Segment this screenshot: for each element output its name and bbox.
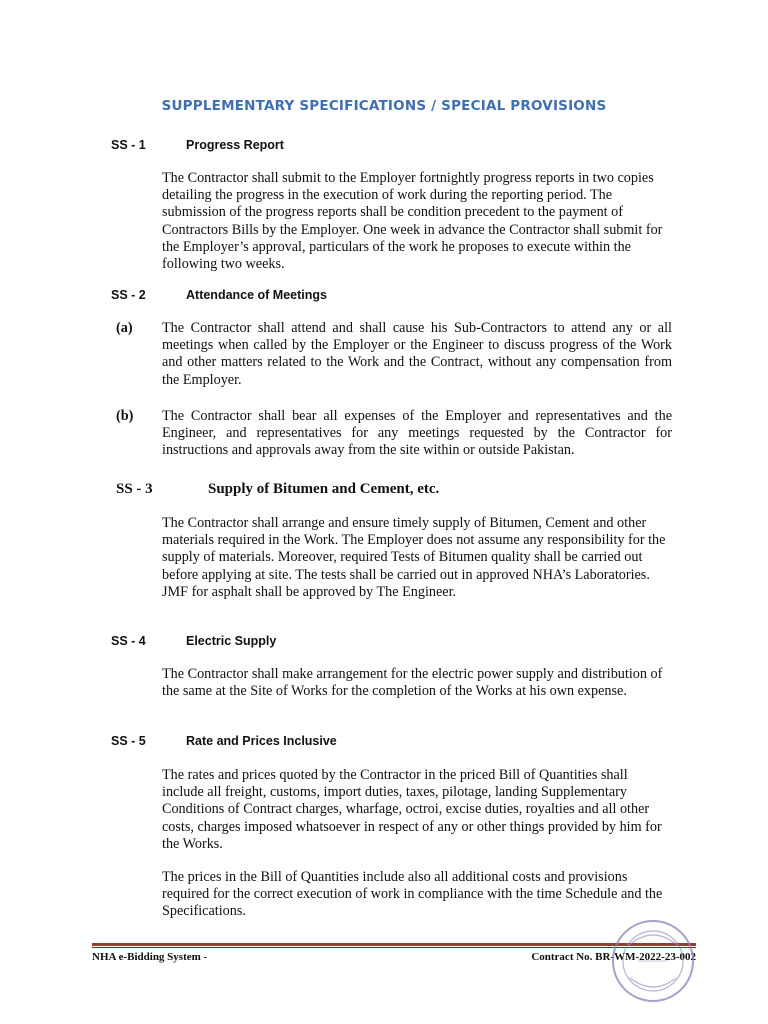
ss2-item-b-paragraph: The Contractor shall bear all expenses of the Employer and representatives and the Engineer, and representatives for any meetings requested by the Contractor for instructions and approvals away from the site within or outside Pakistan. — [162, 408, 672, 459]
footer-system-name: NHA e-Bidding System - — [92, 951, 208, 963]
ss1-paragraph: The Contractor shall submit to the Employer fortnightly progress reports in two copies detailing the progress in the execution of work during the reporting period. The submission of the progress reports shall be condition precedent to the payment of Contractors Bills by the Employer. One week in advance the Contractor shall submit for the Employer’s approval, particulars of the work he proposes to execute within the following two weeks. — [162, 170, 663, 273]
ss3-paragraph: The Contractor shall arrange and ensure timely supply of Bitumen, Cement and other materials required in the Work. The Employer does not assume any responsibility for the supply of materials. Moreover, required Tests of Bitumen quality shall be carried out before applying at site. The tests shall be carried out in approved NHA’s Laboratories. JMF for asphalt shall be approved by The Engineer. — [162, 515, 666, 600]
section-label: Supply of Bitumen and Cement, etc. — [208, 481, 440, 497]
section-label: Attendance of Meetings — [186, 288, 327, 302]
footer-rule — [92, 943, 696, 946]
section-number: SS - 5 — [111, 734, 146, 748]
footer-contract-number: Contract No. BR-WM-2022-23-002 — [531, 951, 696, 963]
section-label: Rate and Prices Inclusive — [186, 734, 337, 748]
official-stamp-icon — [608, 916, 698, 1006]
section-label: Electric Supply — [186, 634, 277, 648]
ss2-item-a-paragraph: The Contractor shall attend and shall cause his Sub-Contractors to attend any or all meetings when called by the Employer or the Engineer to discuss progress of the Work and other matters related to the Work and the Contract, without any compensation from the Employer. — [162, 320, 672, 388]
page-title: SUPPLEMENTARY SPECIFICATIONS / SPECIAL PROVISIONS — [161, 98, 607, 114]
ss5-paragraph-2: The prices in the Bill of Quantities include also all additional costs and provisions required for the correct execution of work in compliance with the time Schedule and the Specifications. — [162, 869, 663, 920]
section-label: Progress Report — [186, 138, 284, 152]
section-number: SS - 4 — [111, 634, 146, 648]
ss5-paragraph-1: The rates and prices quoted by the Contractor in the priced Bill of Quantities shall include all freight, customs, import duties, taxes, pilotage, landing Supplementary Conditions of Contract charges, wharfage, octroi, excise duties, royalties and all other costs, charges imposed whatsoever in respect of any or other things provided by him for the Works. — [162, 767, 662, 852]
item-b-label: (b) — [116, 408, 134, 424]
footer-rule-thin — [92, 947, 696, 948]
ss4-paragraph: The Contractor shall make arrangement for the electric power supply and distribution of the same at the Site of Works for the completion of the Works at his own expense. — [162, 666, 663, 700]
section-number: SS - 1 — [111, 138, 146, 152]
section-number: SS - 3 — [116, 481, 153, 497]
section-number: SS - 2 — [111, 288, 146, 302]
item-a-label: (a) — [116, 320, 133, 336]
